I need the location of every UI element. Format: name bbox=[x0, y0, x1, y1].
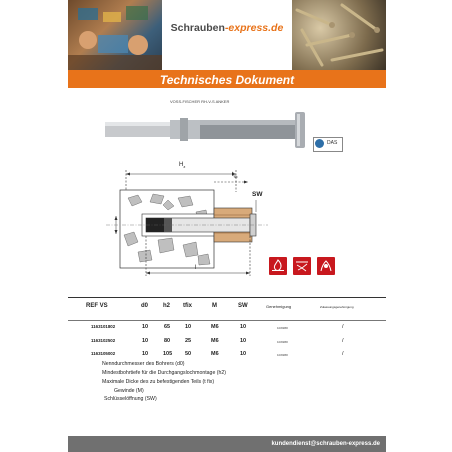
header-sw: SW bbox=[238, 303, 248, 309]
das-badge-label: DAS bbox=[327, 140, 338, 146]
table-row-genehmigung: 10/#### bbox=[277, 353, 288, 357]
table-row-h2: 80 bbox=[164, 338, 171, 344]
seismic-icon bbox=[317, 257, 335, 275]
table-row-ref: 1163102502 bbox=[91, 338, 116, 343]
table-row-sw: 10 bbox=[240, 338, 247, 344]
table-row-sw: 10 bbox=[240, 351, 247, 357]
table-row-h2: 105 bbox=[163, 351, 173, 357]
brand-area bbox=[162, 0, 292, 70]
table-row-tfix: 50 bbox=[185, 351, 192, 357]
table-row-genehmigung: 10/#### bbox=[277, 326, 288, 330]
legend-h2: Mindestbohrtiefe für die Durchgangslochmontage (h2) bbox=[102, 370, 226, 376]
header-d0: d0 bbox=[141, 303, 149, 309]
cracked-concrete-icon bbox=[293, 257, 311, 275]
table-row-zulassung: / bbox=[342, 324, 344, 330]
dimension-label-l: l bbox=[195, 265, 197, 271]
table-header-divider bbox=[68, 320, 386, 321]
table-row-zulassung: / bbox=[342, 351, 344, 357]
header-genehmigung: Genehmigung bbox=[266, 304, 292, 309]
dimension-label-tfix: $t_{fix}$ bbox=[232, 172, 238, 180]
legend-sw: Schlüsselöffnung (SW) bbox=[104, 396, 157, 402]
header-m: M bbox=[212, 303, 217, 309]
footer-email-link[interactable]: kundendienst@schrauben-express.de bbox=[271, 441, 380, 447]
table-row-d0: 10 bbox=[142, 324, 149, 330]
header-h2: h2 bbox=[163, 303, 171, 309]
technical-drawing bbox=[98, 160, 278, 285]
table-top-border bbox=[68, 297, 386, 298]
legend-d0: Nenndurchmesser des Bohrers (d0) bbox=[102, 361, 185, 367]
dimension-label-sw: SW bbox=[252, 191, 263, 198]
table-row-ref: 1163101802 bbox=[91, 324, 116, 329]
anchor-product-image bbox=[100, 110, 310, 155]
legend-m: Gewinde (M) bbox=[114, 388, 144, 394]
table-row-h2: 65 bbox=[164, 324, 171, 330]
table-row-genehmigung: 10/#### bbox=[277, 340, 288, 344]
brand-name-part1: Schrauben bbox=[170, 22, 225, 34]
table-row-d0: 10 bbox=[142, 338, 149, 344]
das-seal-icon bbox=[315, 139, 324, 148]
table-row-sw: 10 bbox=[240, 324, 247, 330]
fire-resistance-icon bbox=[269, 257, 287, 275]
table-row-tfix: 25 bbox=[185, 338, 192, 344]
header-photo-tools bbox=[68, 0, 162, 70]
brand-name-part2: -express.de bbox=[224, 22, 284, 34]
header-zulassung: Zulassungsgenehmigung bbox=[320, 305, 354, 309]
table-row-zulassung: / bbox=[342, 338, 344, 344]
page-title: Technisches Dokument bbox=[159, 73, 295, 87]
header-photo-screws bbox=[292, 0, 386, 70]
table-row-tfix: 10 bbox=[185, 324, 192, 330]
dimension-label-hz: $H_z$ bbox=[179, 162, 186, 170]
header-ref-vs: REF VS bbox=[86, 303, 108, 309]
brand-logo bbox=[162, 22, 292, 34]
table-row-m: M6 bbox=[211, 351, 219, 357]
table-row-d0: 10 bbox=[142, 351, 149, 357]
table-row-m: M6 bbox=[211, 338, 219, 344]
table-row-ref: 1163105002 bbox=[91, 351, 116, 356]
header-tfix: tfix bbox=[183, 303, 192, 309]
table-row-m: M6 bbox=[211, 324, 219, 330]
product-subtitle: VOSS-FISCHER RH-V-S ANKER bbox=[170, 99, 230, 104]
legend-tfix: Maximale Dicke des zu befestigenden Teils (t fix) bbox=[102, 379, 215, 385]
